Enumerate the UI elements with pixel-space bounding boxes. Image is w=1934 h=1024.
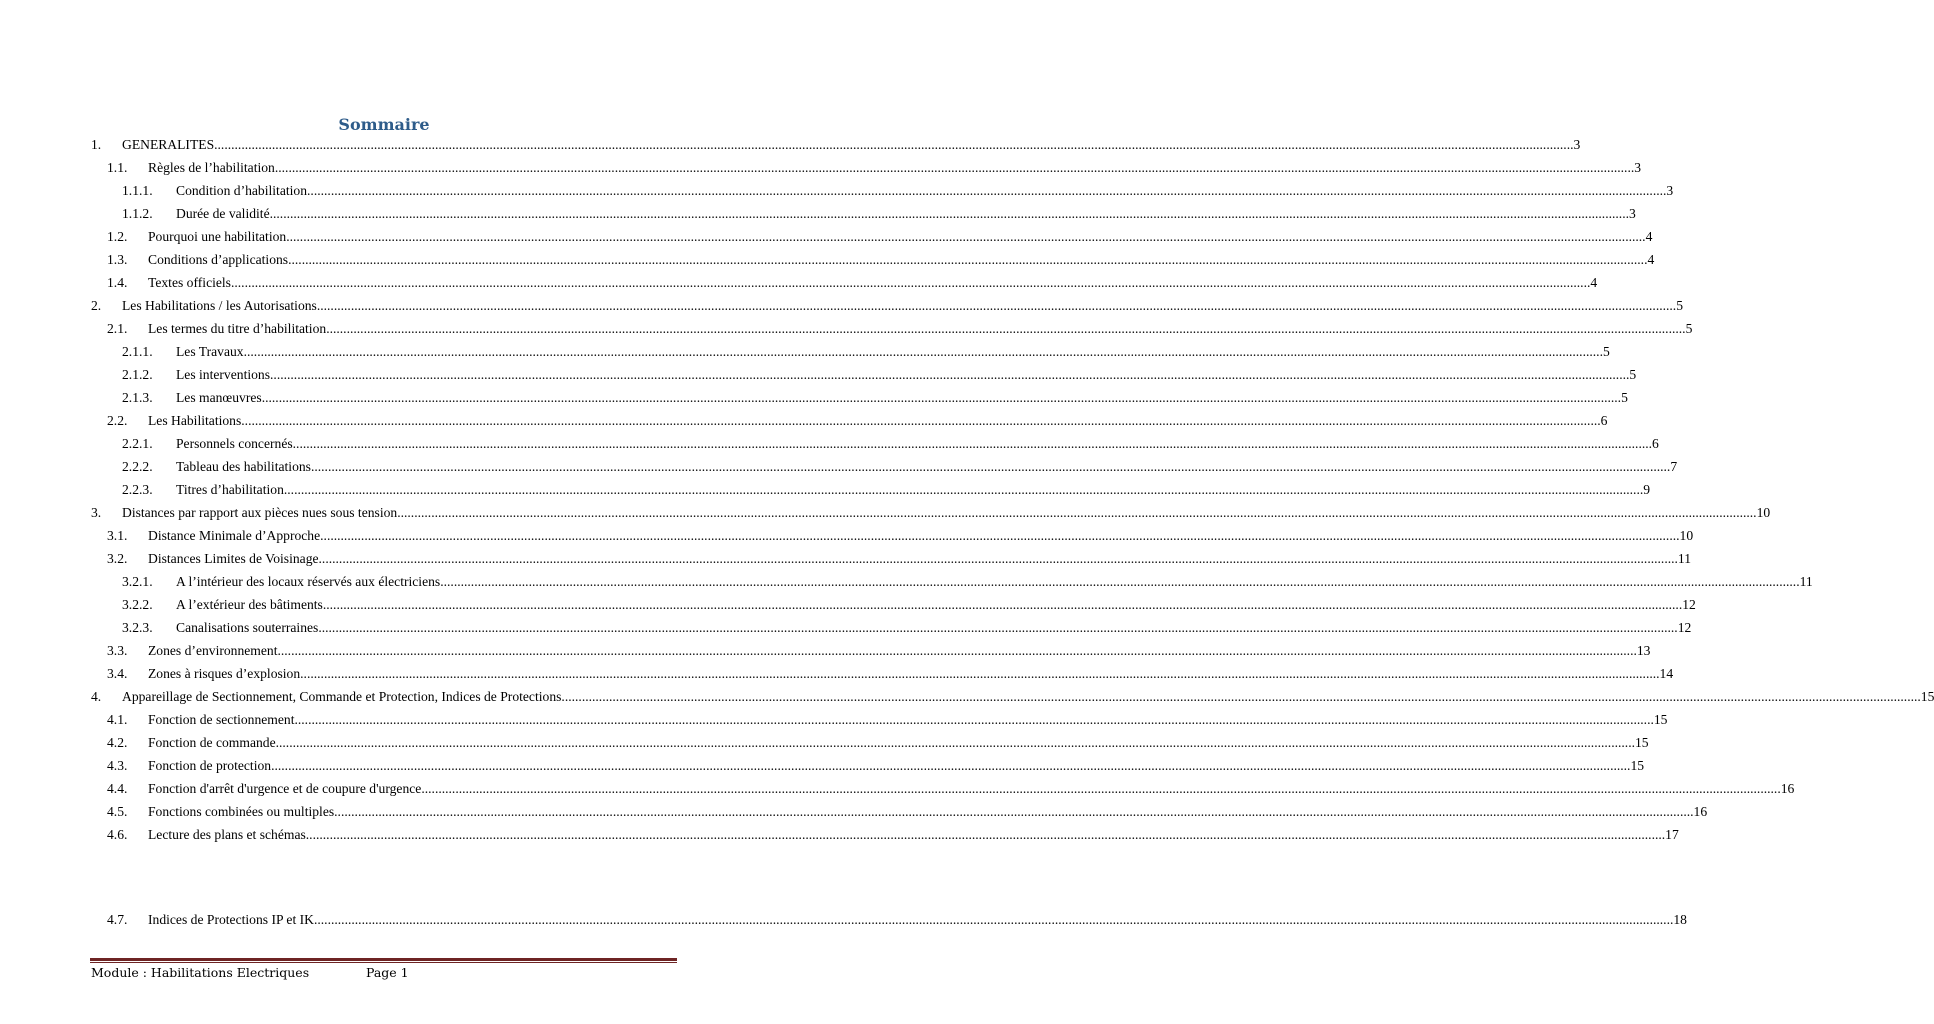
toc-entry-label: Les Habilitations / les Autorisations <box>122 298 317 313</box>
toc-entry-label: Zones à risques d’explosion <box>148 666 301 681</box>
toc-entry-label: Les interventions <box>176 367 271 382</box>
toc-entry-number: 3.2. <box>107 551 128 566</box>
toc-entry-page: 4 <box>1647 252 1655 267</box>
toc-dot-leader: ................................................................................................................................................................................................................................................................................................................................................................................................................ <box>269 206 1629 221</box>
toc-entry[interactable] <box>107 528 1694 548</box>
toc-entry[interactable] <box>91 137 1581 157</box>
toc-entry-label: Pourquoi une habilitation <box>148 229 287 244</box>
toc-dot-leader: ................................................................................................................................................................................................................................................................................................................................................................................................................ <box>320 528 1680 543</box>
toc-entry-label: Fonction de protection <box>148 758 272 773</box>
toc-entry-label: Les Habilitations <box>148 413 242 428</box>
toc-dot-leader: ................................................................................................................................................................................................................................................................................................................................................................................................................ <box>230 275 1591 290</box>
toc-entry-number: 1.1.2. <box>122 206 153 221</box>
toc-entry-number: 4.4. <box>107 781 128 796</box>
toc-entry-page: 15 <box>1920 689 1934 704</box>
toc-entry-page: 3 <box>1634 160 1642 175</box>
toc-dot-leader: ................................................................................................................................................................................................................................................................................................................................................................................................................ <box>261 390 1622 405</box>
toc-entry[interactable] <box>107 229 1653 249</box>
toc-entry-page: 13 <box>1636 643 1651 658</box>
toc-entry[interactable] <box>122 344 1610 364</box>
toc-dot-leader: ................................................................................................................................................................................................................................................................................................................................................................................................................ <box>277 643 1637 658</box>
toc-entry[interactable] <box>122 436 1659 456</box>
toc-entry-label: Les Travaux <box>176 344 244 359</box>
toc-entry-page: 3 <box>1666 183 1674 198</box>
toc-dot-leader: ................................................................................................................................................................................................................................................................................................................................................................................................................ <box>275 735 1635 750</box>
toc-entry-label: Canalisations souterraines <box>176 620 319 635</box>
toc-entry[interactable] <box>107 804 1708 824</box>
toc-entry-page: 10 <box>1679 528 1694 543</box>
toc-entry-label: Les termes du titre d’habilitation <box>148 321 327 336</box>
toc-entry-label: Condition d’habilitation <box>176 183 308 198</box>
footer-module-label: Module : Habilitations Electriques <box>91 965 310 980</box>
toc-entry-number: 3.2.1. <box>122 574 153 589</box>
toc-dot-leader: ................................................................................................................................................................................................................................................................................................................................................................................................................ <box>307 183 1667 198</box>
toc-dot-leader: ................................................................................................................................................................................................................................................................................................................................................................................................................ <box>313 912 1674 927</box>
toc-entry-page: 16 <box>1780 781 1795 796</box>
toc-entry-number: 4.2. <box>107 735 128 750</box>
toc-dot-leader: ................................................................................................................................................................................................................................................................................................................................................................................................................ <box>214 137 1574 152</box>
toc-entry-page: 12 <box>1682 597 1696 612</box>
toc-dot-leader: ................................................................................................................................................................................................................................................................................................................................................................................................................ <box>326 321 1686 336</box>
toc-entry-number: 2.2.3. <box>122 482 153 497</box>
toc-entry-label: GENERALITES <box>122 137 215 152</box>
toc-entry-page: 17 <box>1665 827 1679 842</box>
toc-dot-leader: ................................................................................................................................................................................................................................................................................................................................................................................................................ <box>294 712 1654 727</box>
toc-dot-leader: ................................................................................................................................................................................................................................................................................................................................................................................................................ <box>271 758 1631 773</box>
toc-entry[interactable] <box>107 321 1693 341</box>
toc-entry-number: 2.2. <box>107 413 128 428</box>
toc-dot-leader: ................................................................................................................................................................................................................................................................................................................................................................................................................ <box>274 160 1635 175</box>
toc-entry-number: 1.1.1. <box>122 183 153 198</box>
toc-entry[interactable] <box>107 912 1687 932</box>
toc-entry[interactable] <box>122 390 1628 410</box>
toc-entry-number: 1.4. <box>107 275 128 290</box>
toc-entry[interactable] <box>107 758 1645 778</box>
toc-dot-leader: ................................................................................................................................................................................................................................................................................................................................................................................................................ <box>322 597 1683 612</box>
toc-entry-number: 3.2.3. <box>122 620 153 635</box>
toc-entry-number: 4.7. <box>107 912 128 927</box>
toc-dot-leader: ................................................................................................................................................................................................................................................................................................................................................................................................................ <box>318 620 1678 635</box>
toc-entry-page: 5 <box>1676 298 1683 313</box>
toc-entry-number: 4.6. <box>107 827 128 842</box>
toc-entry-number: 1.1. <box>107 160 128 175</box>
toc-entry-label: Distances Limites de Voisinage <box>148 551 319 566</box>
toc-entry-page: 12 <box>1677 620 1692 635</box>
toc-entry[interactable] <box>107 781 1795 801</box>
toc-dot-leader: ................................................................................................................................................................................................................................................................................................................................................................................................................ <box>310 459 1671 474</box>
toc-entry-number: 2.1.2. <box>122 367 153 382</box>
toc-dot-leader: ................................................................................................................................................................................................................................................................................................................................................................................................................ <box>270 367 1630 382</box>
toc-entry-label: Fonction de sectionnement <box>148 712 295 727</box>
toc-entry-page: 3 <box>1628 206 1636 221</box>
toc-entry-number: 4.5. <box>107 804 128 819</box>
toc-entry-page: 5 <box>1685 321 1693 336</box>
toc-entry-label: Fonction d'arrêt d'urgence et de coupure d'urgence <box>148 781 422 796</box>
footer-page-number: Page 1 <box>366 965 409 980</box>
toc-entry-label: Tableau des habilitations <box>176 459 311 474</box>
toc-entry[interactable] <box>107 827 1679 847</box>
toc-dot-leader: ................................................................................................................................................................................................................................................................................................................................................................................................................ <box>292 436 1653 451</box>
toc-entry-page: 5 <box>1602 344 1610 359</box>
toc-entry[interactable] <box>107 160 1642 180</box>
footer-divider-thin <box>90 962 677 963</box>
toc-entry-label: Indices de Protections IP et IK <box>148 912 314 927</box>
toc-entry-number: 2. <box>91 298 102 313</box>
toc-entry[interactable] <box>91 689 1934 709</box>
toc-dot-leader: ................................................................................................................................................................................................................................................................................................................................................................................................................ <box>300 666 1660 681</box>
toc-entry-label: Personnels concernés <box>176 436 293 451</box>
toc-entry[interactable] <box>107 413 1608 433</box>
toc-entry[interactable] <box>107 666 1674 686</box>
toc-entry[interactable] <box>122 206 1636 226</box>
toc-dot-leader: ................................................................................................................................................................................................................................................................................................................................................................................................................ <box>288 252 1648 267</box>
toc-entry-number: 4.1. <box>107 712 128 727</box>
toc-entry-number: 1. <box>91 137 102 152</box>
toc-entry-label: Fonctions combinées ou multiples <box>148 804 335 819</box>
toc-entry-number: 3.3. <box>107 643 128 658</box>
toc-entry-number: 3.1. <box>107 528 128 543</box>
toc-entry-page: 5 <box>1621 390 1628 405</box>
toc-entry-label: Titres d’habilitation <box>176 482 284 497</box>
toc-entry[interactable] <box>122 574 1813 594</box>
toc-entry-label: Distance Minimale d’Approche <box>148 528 321 543</box>
toc-entry-number: 4.3. <box>107 758 128 773</box>
toc-entry[interactable] <box>122 183 1674 203</box>
toc-entry-page: 4 <box>1645 229 1653 244</box>
toc-entry[interactable] <box>91 505 1771 525</box>
toc-entry-page: 5 <box>1629 367 1637 382</box>
toc-entry-label: Zones d’environnement <box>148 643 278 658</box>
toc-entry[interactable] <box>122 367 1637 387</box>
toc-dot-leader: ................................................................................................................................................................................................................................................................................................................................................................................................................ <box>283 482 1644 497</box>
toc-entry[interactable] <box>107 735 1649 755</box>
toc-entry-page: 15 <box>1653 712 1668 727</box>
toc-entry[interactable] <box>107 551 1691 571</box>
toc-entry-page: 15 <box>1634 735 1649 750</box>
toc-entry-label: Textes officiels <box>148 275 231 290</box>
toc-entry-label: Règles de l’habilitation <box>148 160 275 175</box>
toc-entry-page: 11 <box>1799 574 1813 589</box>
toc-dot-leader: ................................................................................................................................................................................................................................................................................................................................................................................................................ <box>334 804 1694 819</box>
toc-title: Sommaire <box>338 115 430 134</box>
toc-entry-page: 16 <box>1693 804 1708 819</box>
toc-dot-leader: ................................................................................................................................................................................................................................................................................................................................................................................................................ <box>241 413 1601 428</box>
toc-entry-number: 2.1.3. <box>122 390 153 405</box>
toc-entry-page: 18 <box>1673 912 1687 927</box>
toc-entry-number: 1.3. <box>107 252 128 267</box>
toc-entry-page: 15 <box>1630 758 1645 773</box>
toc-entry[interactable] <box>91 298 1683 318</box>
toc-entry[interactable] <box>107 712 1668 732</box>
toc-dot-leader: ................................................................................................................................................................................................................................................................................................................................................................................................................ <box>305 827 1666 842</box>
toc-dot-leader: ................................................................................................................................................................................................................................................................................................................................................................................................................ <box>397 505 1757 520</box>
toc-dot-leader: ................................................................................................................................................................................................................................................................................................................................................................................................................ <box>316 298 1677 313</box>
toc-entry[interactable] <box>107 275 1598 295</box>
toc-entry-number: 3.4. <box>107 666 128 681</box>
toc-entry-number: 3. <box>91 505 102 520</box>
toc-entry[interactable] <box>122 597 1696 617</box>
toc-entry-label: Conditions d’applications <box>148 252 289 267</box>
toc-entry-label: Appareillage de Sectionnement, Commande et Protection, Indices de Protections <box>122 689 562 704</box>
toc-entry-number: 2.2.2. <box>122 459 153 474</box>
toc-entry-label: A l’intérieur des locaux réservés aux électriciens <box>176 574 441 589</box>
toc-dot-leader: ................................................................................................................................................................................................................................................................................................................................................................................................................ <box>318 551 1678 566</box>
toc-entry[interactable] <box>122 482 1651 502</box>
toc-entry[interactable] <box>122 620 1692 640</box>
toc-entry-page: 4 <box>1590 275 1598 290</box>
toc-entry-label: Lecture des plans et schémas <box>148 827 306 842</box>
toc-dot-leader: ................................................................................................................................................................................................................................................................................................................................................................................................................ <box>243 344 1603 359</box>
toc-entry-label: Durée de validité <box>176 206 270 221</box>
toc-entry[interactable] <box>107 643 1651 663</box>
toc-entry-number: 2.2.1. <box>122 436 153 451</box>
toc-entry-number: 2.1. <box>107 321 128 336</box>
toc-entry[interactable] <box>122 459 1678 479</box>
toc-entry-page: 11 <box>1677 551 1691 566</box>
toc-dot-leader: ................................................................................................................................................................................................................................................................................................................................................................................................................ <box>440 574 1800 589</box>
toc-entry-label: Fonction de commande <box>148 735 276 750</box>
toc-entry-page: 6 <box>1600 413 1608 428</box>
toc-entry-number: 4. <box>91 689 102 704</box>
toc-entry-number: 1.2. <box>107 229 128 244</box>
toc-entry-page: 6 <box>1652 436 1659 451</box>
toc-entry-page: 7 <box>1670 459 1678 474</box>
toc-dot-leader: ................................................................................................................................................................................................................................................................................................................................................................................................................ <box>421 781 1781 796</box>
toc-entry-label: A l’extérieur des bâtiments <box>176 597 323 612</box>
toc-entry-label: Les manœuvres <box>176 390 262 405</box>
toc-entry-number: 3.2.2. <box>122 597 153 612</box>
toc-entry[interactable] <box>107 252 1655 272</box>
toc-entry-page: 10 <box>1756 505 1771 520</box>
toc-dot-leader: ................................................................................................................................................................................................................................................................................................................................................................................................................ <box>286 229 1646 244</box>
footer-divider <box>90 958 677 961</box>
toc-entry-page: 9 <box>1643 482 1651 497</box>
toc-entry-page: 3 <box>1573 137 1581 152</box>
toc-entry-number: 2.1.1. <box>122 344 153 359</box>
toc-entry-label: Distances par rapport aux pièces nues sous tension <box>122 505 398 520</box>
toc-entry-page: 14 <box>1659 666 1674 681</box>
toc-dot-leader: ................................................................................................................................................................................................................................................................................................................................................................................................................ <box>561 689 1921 704</box>
